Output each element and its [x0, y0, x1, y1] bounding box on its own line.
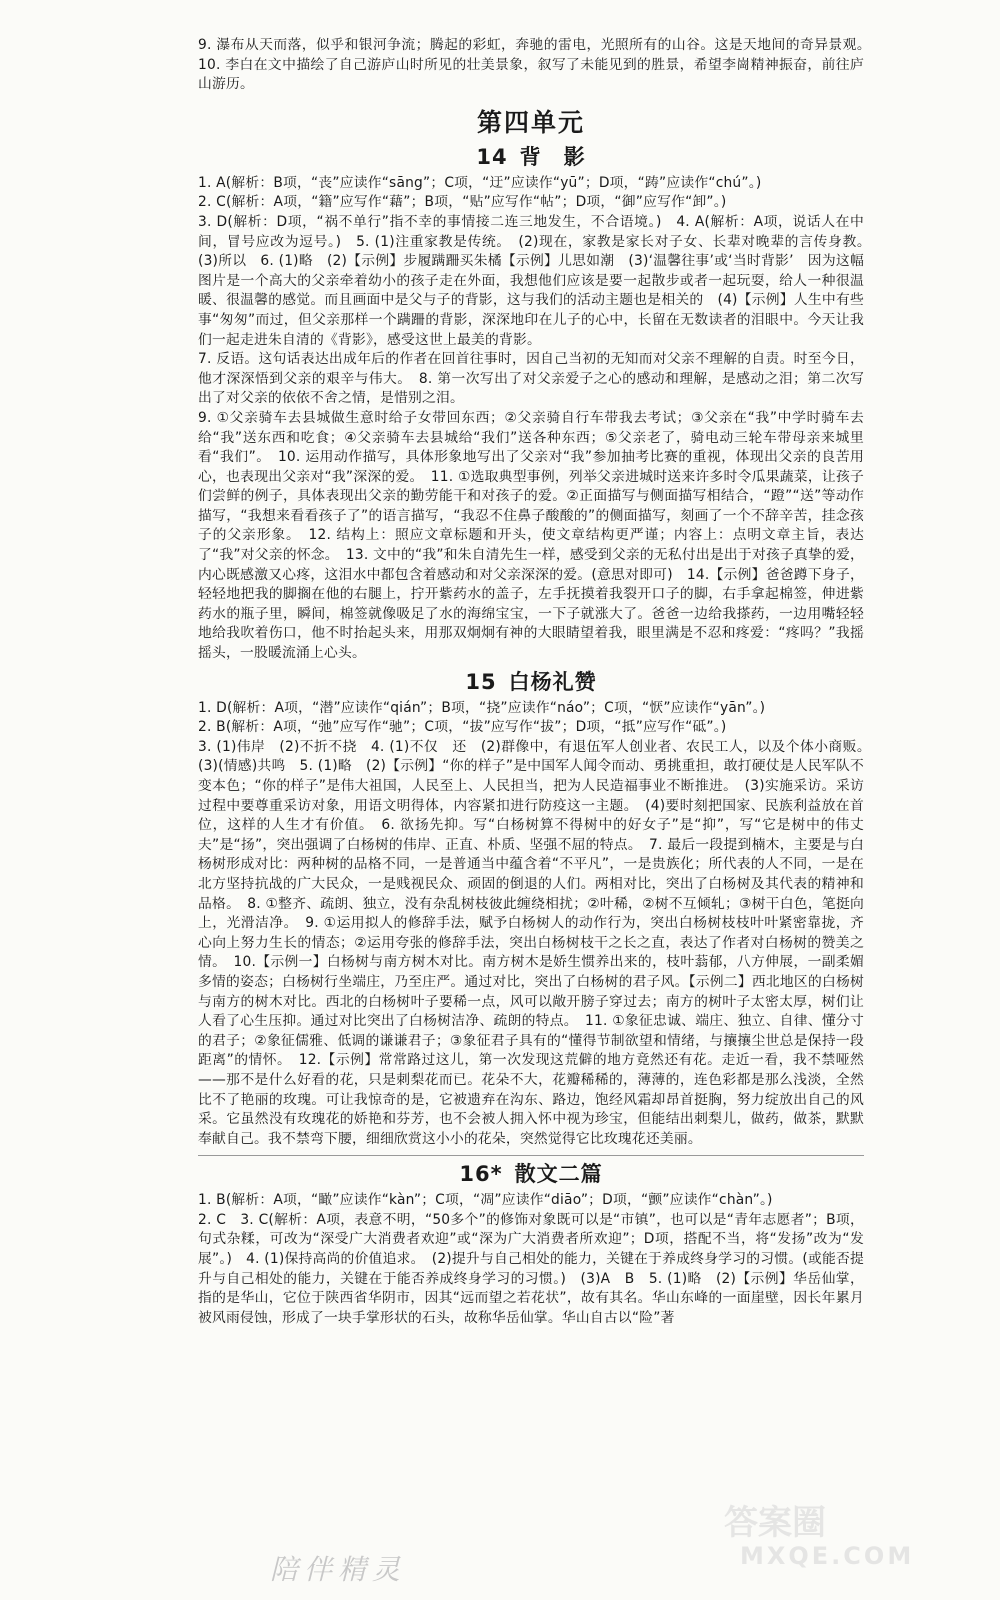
answer-paragraph: 2. C 3. C(解析：A项，表意不明，“50多个”的修饰对象既可以是“市镇”，也可以是“青年志愿者”；B项，句式杂糅，可改为“深受广大消费者欢迎”或“深为广大消费者所欢迎”；D项，搭配不当，将“发扬”改为“发展”。) 4. (1)保持高尚的价值追求。 (2)提升与自己相处的能力，关键在于养成终身学习的习惯。(或能否提升与自己相处的能力，关键在于能否养成终身学习的习惯。) (3)A B 5. (1)略 (2)【示例】华岳仙掌，指的是华山，它位于陕西省华阴市，因其“远而望之若花状”，故有其名。华山东峰的一面崖壁，因长年累月被风雨侵蚀，形成了一块手掌形状的石头，故称华岳仙掌。华山自古以“险”著 — [198, 1211, 864, 1326]
lesson-name: 背 影 — [519, 144, 586, 169]
lesson-15-title — [198, 666, 864, 696]
lesson-number: 16* — [459, 1162, 503, 1187]
lesson-number: 14 — [476, 144, 508, 169]
answer-paragraph: 1. A(解析：B项，“丧”应读作“sāng”；C项，“迂”应读作“yū”；D项，“踌”应读作“chú”。) — [198, 174, 762, 191]
answer-paragraph: 9. 瀑布从天而落，似乎和银河争流；腾起的彩虹，奔驰的雷电，光照所有的山谷。这是天地间的奇异景观。 10. 李白在文中描绘了自己游庐山时所见的壮美景象，叙写了未能见到的胜景，希望李崗精神振奋，前往庐山游历。 — [198, 37, 878, 93]
lesson-number: 15 — [465, 669, 497, 694]
watermark-line2: MXQE.COM — [740, 1542, 915, 1570]
answer-paragraph: 1. B(解析：A项，“瞰”应读作“kàn”；C项，“凋”应读作“diāo”；D项，“颤”应读作“chàn”。) — [198, 1192, 773, 1209]
lesson-16-answers — [198, 1191, 864, 1328]
lesson-15-answers — [198, 699, 878, 1150]
faint-footer-text: 陪伴精灵 — [270, 1553, 407, 1586]
answer-paragraph: 9. ①父亲骑车去县城做生意时给子女带回东西；②父亲骑自行车带我去考试；③父亲在“我”中学时骑车去给“我”送东西和吃食；④父亲骑车去县城给“我们”送各种东西；⑤父亲老了，骑电动三轮车带母亲来城里看“我们”。 10. 运用动作描写，具体形象地写出了父亲对“我”参加抽考比赛的重视，体现出父亲的良苦用心，也表现出父亲对“我”深深的爱。 11. ①选取典型事例，列举父亲进城时送来许多时令瓜果蔬菜，让孩子们尝鲜的例子，具体表现出父亲的勤劳能干和对孩子的爱。②正面描写与侧面描写相结合，“蹬”“送”等动作描写，“我想来看看孩子了”的语言描写，“我忍不住鼻子酸酸的”的侧面描写，刻画了一个不辞辛苦，挂念孩子的父亲形象。 12. 结构上：照应文章标题和开头，使文章结构更严谨；内容上：点明文章主旨，表达了“我”对父亲的怀念。 13. 文中的“我”和朱自清先生一样，感受到父亲的无私付出是出于对孩子真挚的爱，内心既感激又心疼，这泪水中都包含着感动和对父亲深深的爱。(意思对即可) 14.【示例】爸爸蹲下身子，轻轻地把我的脚搁在他的右腿上，拧开紫药水的盖子，左手抚摸着我裂开口子的脚，右手拿起棉签，伸进紫药水的瓶子里，瞬间，棉签就像吸足了水的海绵宝宝，一下子就涨大了。爸爸一边给我搽药，一边用嘴轻轻地给我吹着伤口，他不时抬起头来，用那双炯炯有神的大眼睛望着我，眼里满是不忍和疼爱：“疼吗？”我摇摇头，一股暖流涌上心头。 — [198, 409, 864, 662]
watermark-line1: 答案圈 — [724, 1503, 826, 1543]
unit-title: 第四单元 — [476, 107, 585, 137]
lesson-14-answers — [198, 174, 878, 664]
lesson-name: 散文二篇 — [514, 1162, 603, 1187]
answer-paragraph: 7. 反语。这句话表达出成年后的作者在回首往事时，因自己当初的无知而对父亲不理解的自责。时至今日，他才深深悟到父亲的艰辛与伟大。 8. 第一次写出了对父亲爱子之心的感动和理解，是感动之泪；第二次写出了对父亲的依依不舍之情，是惜别之泪。 — [198, 351, 864, 407]
answer-paragraph: 1. D(解析：A项，“潜”应读作“qián”；B项，“挠”应读作“náo”；C项，“恹”应读作“yān”。) — [198, 699, 766, 716]
answer-paragraph: 2. B(解析：A项，“弛”应写作“驰”；C项，“拔”应写作“拔”；D项，“抵”应写作“砥”。) — [198, 719, 727, 736]
answer-paragraph: 3. (1)伟岸 (2)不折不挠 4. (1)不仅 还 (2)群像中，有退伍军人创业者、农民工人，以及个体小商贩。 (3)(情感)共鸣 5. (1)略 (2)【示例】“你的样子”是中国军人闻令而动、勇挑重担，敢打硬仗是人民军队不变本色；“你的样子”是伟大祖国，人民至上、人民担当，把为人民造福事业不断推进。 (3)实施采访。采访过程中要尊重采访对象，用语文明得体，内容紧扣进行防疫这一主题。 (4)要时刻把国家、民族利益放在首位，这样的人生才有价值。 6. 欲扬先抑。写“白杨树算不得树中的好女子”是“抑”，写“它是树中的伟丈夫”是“扬”，突出强调了白杨树的伟岸、正直、朴质、坚强不屈的特点。 7. 最后一段提到楠木，主要是与白杨树形成对比：两种树的品格不同，一是普通当中蕴含着“不平凡”，一是贵族化；所代表的人不同，一是在北方坚持抗战的广大民众，一是贱视民众、顽固的倒退的人们。两相对比，突出了白杨树及其代表的精神和品格。 8. ①整齐、疏朗、独立，没有杂乱树枝彼此缠绕相扰；②叶稀，②树不互倾轧；③树干白色，笔挺向上，光滑洁净。 9. ①运用拟人的修辞手法，赋予白杨树人的动作行为，突出白杨树枝枝叶叶紧密靠拢，齐心向上努力生长的情态；②运用夸张的修辞手法，突出白杨树枝干之长之直，表达了作者对白杨树的赞美之情。 10.【示例一】白杨树与南方树木对比。南方树木是娇生惯养出来的，枝叶蓊郁，八方伸展，一副柔媚多情的姿态；白杨树行坐端庄，乃至庄严。通过对比，突出了白杨树的君子风。【示例二】西北地区的白杨树与南方的树木对比。西北的白杨树叶子要稀一点，风可以敞开膀子穿过去；南方的树叶子太密太厚，树们让人看了心生压抑。通过对比突出了白杨树洁净、疏朗的特点。 11. ①象征忠诚、端庄、独立、自律、懂分寸的君子；②象征儒雅、低调的谦谦君子；③象征君子具有的“懂得节制欲望和情绪，与攘攘尘世总是保持一段距离”的情怀。 12.【示例】常常路过这儿，第一次发现这荒僻的地方竟然还有花。走近一看，我不禁哑然——那不是什么好看的花，只是刺梨花而已。花朵不大，花瓣稀稀的，薄薄的，连色彩都是那么浅淡，全然比不了艳丽的玫瑰。可让我惊奇的是，它被遗弃在沟东、路边，饱经风霜却昂首挺胸，努力绽放出自己的风采。它虽然没有玫瑰花的娇艳和芬芳，也不会被人拥入怀中视为珍宝，但能结出刺梨儿，做药，做茶，默默奉献自己。我不禁弯下腰，细细欣赏这小小的花朵，突然觉得它比玫瑰花还美丽。 — [198, 738, 878, 1147]
lesson-14-title — [198, 141, 864, 171]
answer-paragraph: 3. D(解析：D项，“祸不单行”指不幸的事情接二连三地发生，不合语境。) 4. A(解析：A项，说话人在中间，冒号应改为逗号。) 5. (1)注重家教是传统。 (2)现在，家教是家长对子女、长辈对晚辈的言传身教。 (3)所以 6. (1)略 (2)【示例】步履蹒跚买朱橘【示例】儿思如潮 (3)‘温馨往事’或‘当时背影’ 因为这幅图片是一个高大的父亲牵着幼小的孩子走在外面，我想他们应该是要一起散步或者一起玩耍，给人一种很温暖、很温馨的感觉。而且画面中是父与子的背影，这与我们的活动主题也是相关的 (4)【示例】人生中有些事“匆匆”而过，但父亲那样一个蹒跚的背影，深深地印在儿子的心中，长留在无数读者的泪眼中。今天让我们一起走进朱自清的《背影》，感受这世上最美的背影。 — [198, 213, 878, 348]
answer-page — [198, 36, 878, 1328]
watermark-logo — [712, 1492, 962, 1572]
lesson-16-title — [198, 1158, 864, 1188]
section-divider — [198, 1155, 864, 1156]
section-previous-answers — [198, 36, 878, 95]
lesson-name: 白杨礼赞 — [508, 669, 597, 694]
answer-paragraph: 2. C(解析：A项，“籍”应写作“藉”；B项，“贴”应写作“帖”；D项，“御”应写作“卸”。) — [198, 194, 727, 211]
